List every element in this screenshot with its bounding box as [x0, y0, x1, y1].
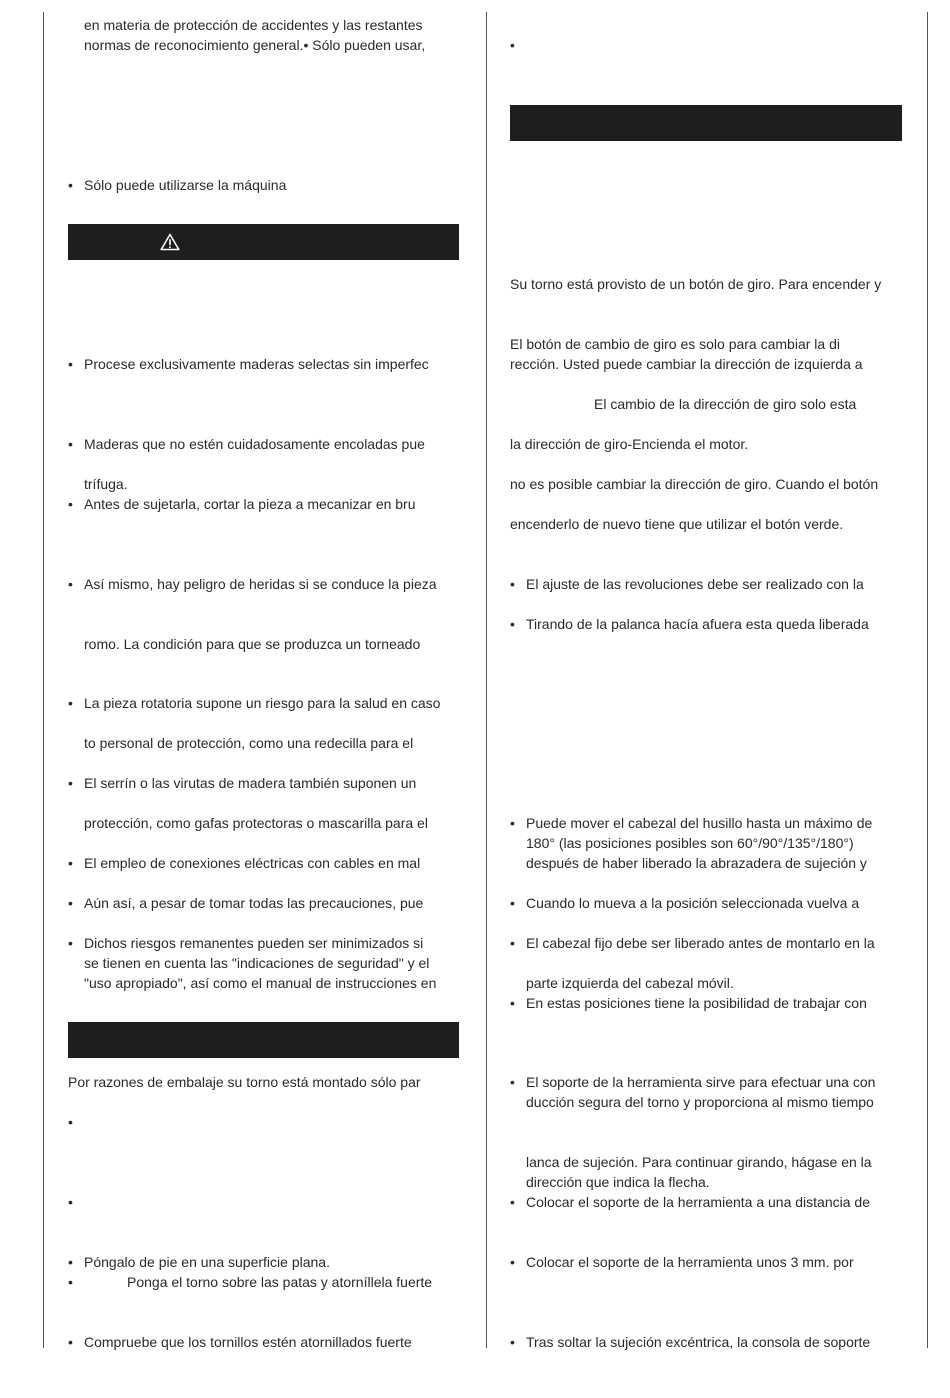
bullet: •: [510, 995, 515, 1011]
rotation-line: la dirección de giro-Encienda el motor.: [510, 436, 749, 452]
bullet: •: [510, 1194, 515, 1210]
risk-line: Así mismo, hay peligro de heridas si se conduce la pieza: [84, 576, 437, 592]
bullet: •: [68, 496, 73, 512]
tool-rest-line: El soporte de la herramienta sirve para efectuar una con: [526, 1074, 876, 1090]
left-column-rule: [43, 12, 44, 1348]
rotation-line: no es posible cambiar la dirección de giro. Cuando el botón: [510, 476, 879, 492]
bullet: •: [510, 935, 515, 951]
rotation-line: Su torno está provisto de un botón de giro. Para encender y: [510, 276, 882, 292]
headstock-line: El cabezal fijo debe ser liberado antes de montarlo en la: [526, 935, 875, 951]
tool-rest-line: dirección que indica la flecha.: [526, 1174, 710, 1190]
bullet: •: [510, 1334, 515, 1350]
bullet: •: [68, 1334, 73, 1350]
bullet: •: [510, 1074, 515, 1090]
speed-line: El ajuste de las revoluciones debe ser realizado con la: [526, 576, 864, 592]
assembly-line: Ponga el torno sobre las patas y atorníllela fuerte: [127, 1274, 433, 1290]
bullet: •: [68, 855, 73, 871]
center-column-rule: [486, 12, 487, 1348]
bullet: •: [510, 616, 515, 632]
bullet: •: [68, 356, 73, 372]
risk-line: Aún así, a pesar de tomar todas las precauciones, pue: [84, 895, 424, 911]
headstock-line: Cuando lo mueva a la posición seleccionada vuelva a: [526, 895, 860, 911]
warning-triangle-icon: [160, 233, 180, 251]
bullet: •: [510, 815, 515, 831]
bullet: •: [68, 935, 73, 951]
headstock-line: parte izquierda del cabezal móvil.: [526, 975, 734, 991]
bullet: •: [68, 1274, 73, 1290]
bullet: •: [68, 436, 73, 452]
rotation-line: rección. Usted puede cambiar la dirección de izquierda a: [510, 356, 863, 372]
tool-rest-line: ducción segura del torno y proporciona al mismo tiempo: [526, 1094, 874, 1110]
assembly-section-header: [68, 1022, 459, 1058]
bullet: •: [68, 895, 73, 911]
bullet: •: [68, 775, 73, 791]
risk-line: El empleo de conexiones eléctricas con cables en mal: [84, 855, 421, 871]
assembly-line: Compruebe que los tornillos estén atornillados fuerte: [84, 1334, 412, 1350]
rotation-line: encenderlo de nuevo tiene que utilizar el botón verde.: [510, 516, 844, 532]
tool-rest-line: lanca de sujeción. Para continuar girando, hágase en la: [526, 1154, 872, 1170]
tool-rest-line: Colocar el soporte de la herramienta a una distancia de: [526, 1194, 870, 1210]
risk-line: El serrín o las virutas de madera también suponen un: [84, 775, 417, 791]
headstock-line: 180° (las posiciones posibles son 60°/90°/135°/180°): [526, 835, 854, 851]
risk-line: La pieza rotatoria supone un riesgo para la salud en caso: [84, 695, 441, 711]
risk-line: trífuga.: [84, 476, 128, 492]
risk-line: romo. La condición para que se produzca un torneado: [84, 636, 421, 652]
intro-line: normas de reconocimiento general.• Sólo pueden usar,: [84, 37, 426, 53]
bullet: •: [68, 576, 73, 592]
tool-rest-line: Tras soltar la sujeción excéntrica, la consola de soporte: [526, 1334, 871, 1350]
rotation-line: El cambio de la dirección de giro solo esta: [594, 396, 857, 412]
bullet: •: [68, 1194, 73, 1210]
risk-line: Antes de sujetarla, cortar la pieza a mecanizar en bru: [84, 496, 416, 512]
risk-line: se tienen en cuenta las "indicaciones de seguridad" y el: [84, 955, 430, 971]
assembly-line: Por razones de embalaje su torno está montado sólo par: [68, 1074, 421, 1090]
risk-line: protección, como gafas protectoras o mascarilla para el: [84, 815, 428, 831]
bullet: •: [510, 37, 515, 53]
headstock-line: Puede mover el cabezal del husillo hasta un máximo de: [526, 815, 873, 831]
risk-line: Dichos riesgos remanentes pueden ser minimizados si: [84, 935, 424, 951]
right-column-rule: [927, 12, 928, 1348]
bullet: •: [510, 895, 515, 911]
tool-rest-line: Colocar el soporte de la herramienta unos 3 mm. por: [526, 1254, 854, 1270]
bullet: •: [68, 1114, 73, 1130]
bullet: •: [68, 177, 73, 193]
bullet: •: [510, 1254, 515, 1270]
warning-section-header: [68, 224, 459, 260]
risk-line: to personal de protección, como una redecilla para el: [84, 735, 414, 751]
rotation-line: El botón de cambio de giro es solo para cambiar la di: [510, 336, 840, 352]
assembly-line: Póngalo de pie en una superficie plana.: [84, 1254, 330, 1270]
risk-line: Procese exclusivamente maderas selectas sin imperfec: [84, 356, 429, 372]
bullet: •: [68, 695, 73, 711]
operation-section-header: [510, 105, 902, 141]
risk-line: "uso apropiado", así como el manual de instrucciones en: [84, 975, 437, 991]
speed-line: Tirando de la palanca hacía afuera esta queda liberada: [526, 616, 869, 632]
headstock-line: después de haber liberado la abrazadera de sujeción y: [526, 855, 867, 871]
machine-use-line: Sólo puede utilizarse la máquina: [84, 177, 287, 193]
bullet: •: [510, 576, 515, 592]
headstock-line: En estas posiciones tiene la posibilidad de trabajar con: [526, 995, 867, 1011]
risk-line: Maderas que no estén cuidadosamente encoladas pue: [84, 436, 425, 452]
intro-line: en materia de protección de accidentes y las restantes: [84, 17, 423, 33]
bullet: •: [68, 1254, 73, 1270]
